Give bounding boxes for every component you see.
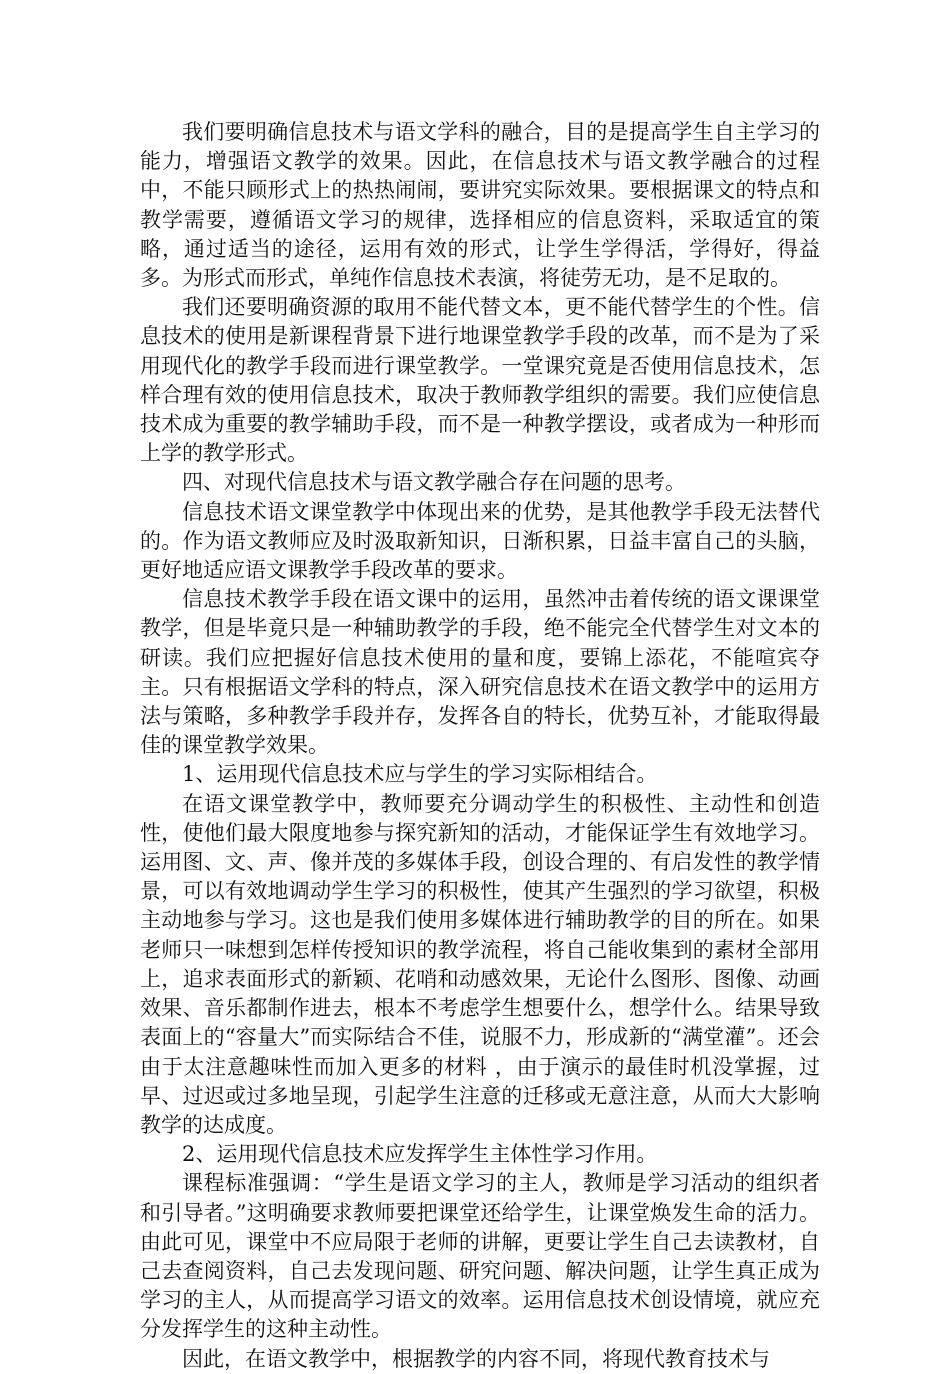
paragraph-therefore: 因此，在语文教学中，根据教学的内容不同，将现代教育技术与 [182, 1346, 770, 1371]
paragraph-resources-not-replace-text: 我们还要明确资源的取用不能代替文本，更不能代替学生的个性。信息技术的使用是新课程背景下进行地课堂教学手段的改革，而不是为了采用现代化的教学手段而进行课堂教学。一堂课究竟是否使用信息技术，怎样合理有效的使用信息技术，取决于教师教学组织的需要。我们应使信息技术成为重要的教学辅助手段，而不是一种教学摆设，或者成为一种形而上学的教学形式。 [140, 295, 820, 466]
section-heading-four: 四、对现代信息技术与语文教学融合存在问题的思考。 [182, 470, 686, 495]
subheading-two: 2、运用现代信息技术应发挥学生主体性学习作用。 [182, 1142, 658, 1167]
paragraph-integration-goal: 我们要明确信息技术与语文学科的融合，目的是提高学生自主学习的能力，增强语文教学的效果。因此，在信息技术与语文教学融合的过程中，不能只顾形式上的热热闹闹，要讲究实际效果。要根据课文的特点和教学需要，遵循语文学习的规律，选择相应的信息资料，采取适宜的策略，通过适当的途径，运用有效的形式，让学生学得活，学得好，得益多。为形式而形式，单纯作信息技术表演，将徒劳无功，是不足取的。 [140, 120, 820, 291]
paragraph-student-engagement: 在语文课堂教学中，教师要充分调动学生的积极性、主动性和创造性，使他们最大限度地参与探究新知的活动，才能保证学生有效地学习。运用图、文、声、像并茂的多媒体手段，创设合理的、有启发性的教学情景，可以有效地调动学生学习的积极性，使其产生强烈的学习欲望，积极主动地参与学习。这也是我们使用多媒体进行辅助教学的目的所在。如果老师只一味想到怎样传授知识的教学流程，将自己能收集到的素材全部用上，追求表面形式的新颖、花哨和动感效果，无论什么图形、图像、动画效果、音乐都制作进去，根本不考虑学生想要什么，想学什么。结果导致表面上的“容量大”而实际结合不佳，说服不力，形成新的“满堂灌”。还会由于太注意趣味性而加入更多的材料 ，由于演示的最佳时机没掌握，过早、过迟或过多地呈现，引起学生注意的迁移或无意注意，从而大大影响教学的达成度。 [140, 791, 820, 1137]
document-page [140, 118, 820, 1374]
paragraph-auxiliary-means: 信息技术教学手段在语文课中的运用，虽然冲击着传统的语文课课堂教学，但是毕竟只是一种辅助教学的手段，绝不能完全代替学生对文本的研读。我们应把握好信息技术使用的量和度，要锦上添花，不能喧宾夺主。只有根据语文学科的特点，深入研究信息技术在语文教学中的运用方法与策略，多种教学手段并存，发挥各自的特长，优势互补，才能取得最佳的课堂教学效果。 [140, 587, 820, 758]
subheading-one: 1、运用现代信息技术应与学生的学习实际相结合。 [182, 762, 658, 787]
paragraph-advantages: 信息技术语文课堂教学中体现出来的优势，是其他教学手段无法替代的。作为语文教师应及时汲取新知识，日渐积累，日益丰富自己的头脑，更好地适应语文课教学手段改革的要求。 [140, 499, 820, 583]
paragraph-curriculum-standard: 课程标准强调：“学生是语文学习的主人，教师是学习活动的组织者和引导者。”这明确要求教师要把课堂还给学生，让课堂焕发生命的活力。由此可见，课堂中不应局限于老师的讲解，更要让学生自己去读教材，自己去查阅资料，自己去发现问题、研究问题、解决问题，让学生真正成为学习的主人，从而提高学习语文的效率。运用信息技术创设情境，就应充分发挥学生的这种主动性。 [140, 1171, 820, 1342]
